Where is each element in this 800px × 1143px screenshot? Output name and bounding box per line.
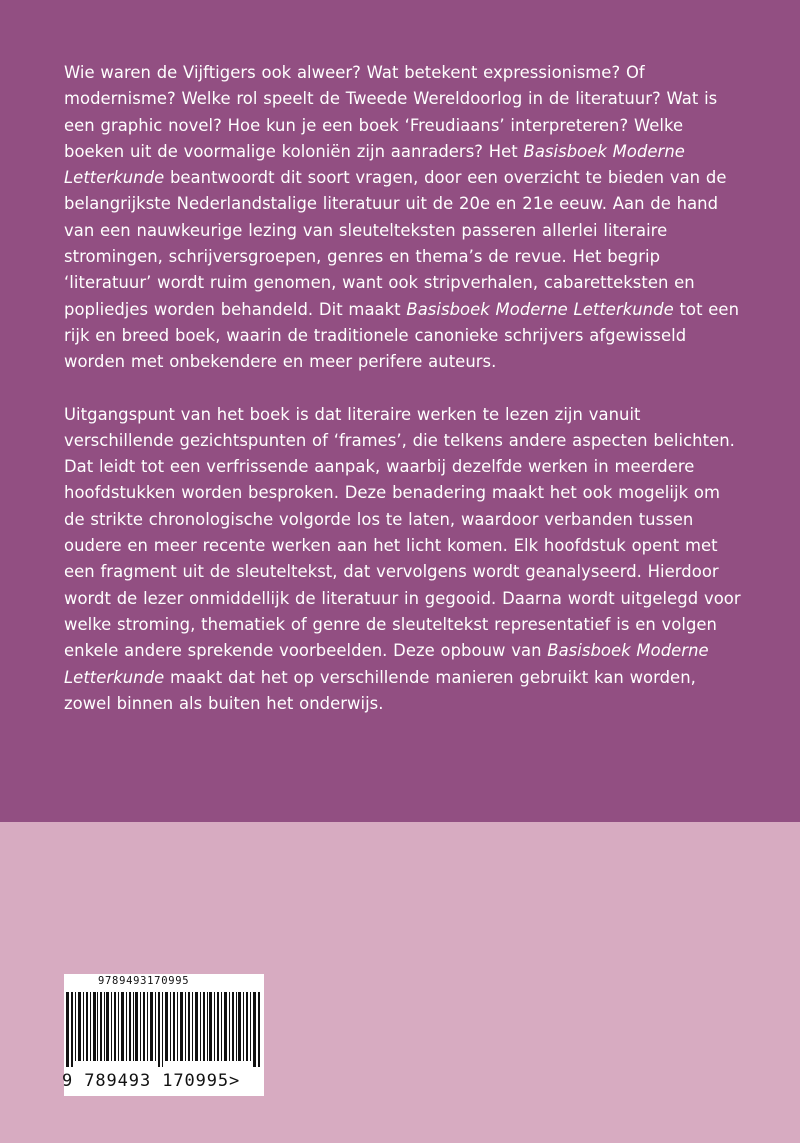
barcode-quiet-zone-marker: >: [229, 1071, 241, 1091]
back-cover-text: [64, 60, 744, 717]
paragraph-2-part-b: maakt dat het op verschillende manieren gebruikt kan worden, zowel binnen als buiten het onderwijs.: [64, 667, 696, 713]
paragraph-1-part-b: beantwoordt dit soort vragen, door een overzicht te bieden van de belangrijkste Nederlandstalige literatuur uit de 20e en 21e eeuw. Aan de hand van een nauwkeurige lezing van sleutelteksten passeren allerlei literaire stromingen, schrijversgroepen, genres en thema’s de revue. Het begrip ‘literatuur’ wordt ruim genomen, want ook stripverhalen, cabaretteksten en popliedjes worden behandeld. Dit maakt: [64, 168, 727, 319]
isbn-top-number: 9789493170995: [98, 975, 190, 987]
paragraph-2-part-a: Uitgangspunt van het boek is dat literaire werken te lezen zijn vanuit verschillende gezichtspunten of ‘frames’, die telkens andere aspecten belichten. Dat leidt tot een verfrissende aanpak, waarbij dezelfde werken in meerdere hoofdstukken worden besproken. Deze benadering maakt het ook mogelijk om de strikte chronologische volgorde los te laten, waardoor verbanden tussen oudere en meer recente werken aan het licht komen. Elk hoofdstuk opent met een fragment uit de sleuteltekst, dat vervolgens wordt geanalyseerd. Hierdoor wordt de lezer onmiddellijk de literatuur in gegooid. Daarna wordt uitgelegd voor welke stroming, thematiek of genre de sleuteltekst representatief is en volgen enkele andere sprekende voorbeelden. Deze opbouw van: [64, 404, 741, 661]
barcode-bars: [66, 992, 262, 1067]
paragraph-1: [64, 60, 744, 376]
isbn-bottom-digits: 9 789493 170995: [62, 1071, 230, 1091]
book-title-italic-2: Basisboek Moderne Letterkunde: [406, 299, 674, 319]
book-title-italic-1: Basisboek Moderne Letterkunde: [64, 141, 685, 188]
paragraph-1-part-a: Wie waren de Vijftigers ook alweer? Wat betekent expressionisme? Of modernisme? Welke rol speelt de Tweede Wereldoorlog in de literatuur? Wat is een graphic novel? Hoe kun je een boek ‘Freudiaans’ interpreteren? Welke boeken uit de voormalige koloniën zijn aanraders? Het: [64, 63, 718, 161]
isbn-bottom-number: [62, 1071, 256, 1091]
paragraph-1-part-c: tot een rijk en breed boek, waarin de traditionele canonieke schrijvers afgewisseld worden met onbekendere en meer perifere auteurs.: [64, 299, 740, 372]
book-title-italic-3: Basisboek Moderne Letterkunde: [64, 641, 709, 687]
paragraph-2: [64, 402, 744, 718]
